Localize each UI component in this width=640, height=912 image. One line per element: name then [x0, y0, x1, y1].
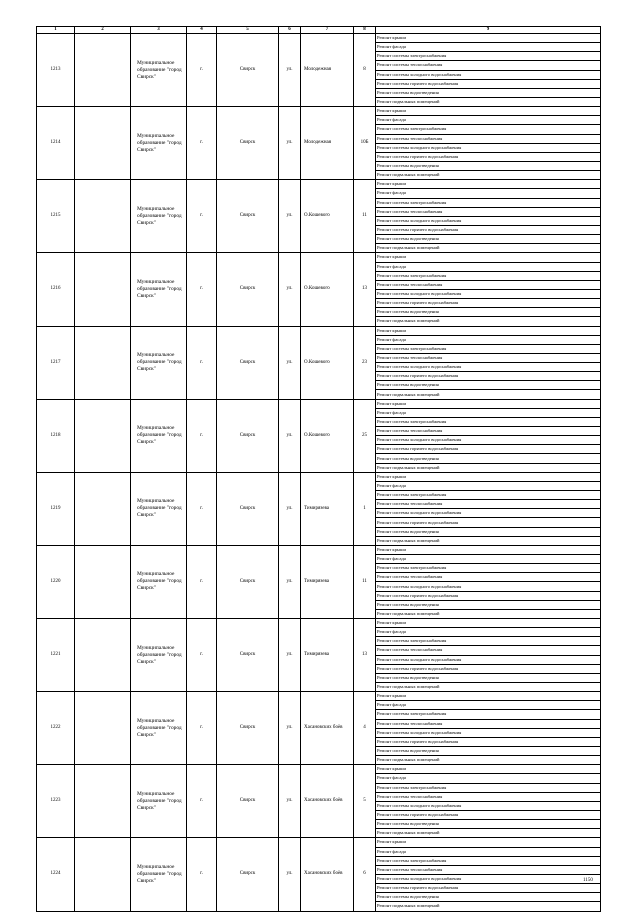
work-type-cell: Ремонт системы водоотведения — [376, 527, 601, 536]
house-cell: 6 — [354, 838, 376, 911]
municipality-cell: Муниципальное образование "город Свирск" — [131, 619, 187, 692]
settlement-type-cell: г. — [187, 472, 217, 545]
work-type-cell: Ремонт системы горячего водоснабжения — [376, 152, 601, 161]
municipality-cell: Муниципальное образование "город Свирск" — [131, 326, 187, 399]
work-type-cell: Ремонт системы электроснабжения — [376, 491, 601, 500]
page-number: 1150 — [583, 878, 593, 883]
city-cell: Свирск — [217, 399, 279, 472]
table-row — [37, 692, 601, 701]
work-type-cell: Ремонт системы электроснабжения — [376, 344, 601, 353]
work-type-cell: Ремонт подвальных помещений — [376, 536, 601, 545]
empty-cell — [75, 545, 131, 618]
city-cell: Свирск — [217, 619, 279, 692]
work-type-cell: Ремонт системы водоотведения — [376, 673, 601, 682]
work-type-cell: Ремонт системы холодного водоснабжения — [376, 216, 601, 225]
settlement-type-cell: г. — [187, 838, 217, 911]
work-type-cell: Ремонт подвальных помещений — [376, 829, 601, 838]
work-type-cell: Ремонт системы водоотведения — [376, 381, 601, 390]
work-type-cell: Ремонт системы холодного водоснабжения — [376, 289, 601, 298]
street-type-cell: ул. — [279, 180, 301, 253]
work-type-cell: Ремонт подвальных помещений — [376, 97, 601, 106]
municipality-cell: Муниципальное образование "город Свирск" — [131, 472, 187, 545]
street-cell: О.Кошевого — [301, 253, 354, 326]
work-type-cell: Ремонт системы водоотведения — [376, 235, 601, 244]
work-type-cell: Ремонт подвальных помещений — [376, 463, 601, 472]
empty-cell — [75, 326, 131, 399]
work-type-cell: Ремонт системы теплоснабжения — [376, 61, 601, 70]
municipality-cell: Муниципальное образование "город Свирск" — [131, 838, 187, 911]
street-type-cell: ул. — [279, 472, 301, 545]
work-type-cell: Ремонт системы электроснабжения — [376, 856, 601, 865]
empty-cell — [75, 472, 131, 545]
work-type-cell: Ремонт системы электроснабжения — [376, 710, 601, 719]
house-cell: 5 — [354, 765, 376, 838]
street-cell: Хасановских боёв — [301, 765, 354, 838]
municipality-cell: Муниципальное образование "город Свирск" — [131, 180, 187, 253]
street-cell: Тимирязева — [301, 545, 354, 618]
work-type-cell: Ремонт системы теплоснабжения — [376, 207, 601, 216]
work-type-cell: Ремонт системы теплоснабжения — [376, 500, 601, 509]
row-number-cell: 1215 — [37, 180, 75, 253]
work-type-cell: Ремонт крыши — [376, 399, 601, 408]
work-type-cell: Ремонт крыши — [376, 545, 601, 554]
work-type-cell: Ремонт системы горячего водоснабжения — [376, 445, 601, 454]
municipality-cell: Муниципальное образование "город Свирск" — [131, 253, 187, 326]
header-cell: 7 — [301, 27, 354, 34]
row-number-cell: 1217 — [37, 326, 75, 399]
work-type-cell: Ремонт системы теплоснабжения — [376, 280, 601, 289]
municipality-cell: Муниципальное образование "город Свирск" — [131, 399, 187, 472]
empty-cell — [75, 180, 131, 253]
table-row — [37, 545, 601, 554]
municipality-cell: Муниципальное образование "город Свирск" — [131, 34, 187, 107]
work-type-cell: Ремонт подвальных помещений — [376, 902, 601, 911]
street-type-cell: ул. — [279, 107, 301, 180]
row-number-cell: 1223 — [37, 765, 75, 838]
empty-cell — [75, 765, 131, 838]
work-type-cell: Ремонт системы теплоснабжения — [376, 573, 601, 582]
work-type-cell: Ремонт фасада — [376, 262, 601, 271]
header-cell: 2 — [75, 27, 131, 34]
work-type-cell: Ремонт фасада — [376, 701, 601, 710]
street-type-cell: ул. — [279, 545, 301, 618]
city-cell: Свирск — [217, 472, 279, 545]
house-cell: 23 — [354, 326, 376, 399]
work-type-cell: Ремонт подвальных помещений — [376, 390, 601, 399]
street-cell: Хасановских боёв — [301, 692, 354, 765]
house-cell: 11 — [354, 180, 376, 253]
street-cell: О.Кошевого — [301, 326, 354, 399]
street-cell: Молодежная — [301, 34, 354, 107]
house-cell: 1 — [354, 472, 376, 545]
street-type-cell: ул. — [279, 326, 301, 399]
street-cell: О.Кошевого — [301, 399, 354, 472]
row-number-cell: 1214 — [37, 107, 75, 180]
settlement-type-cell: г. — [187, 692, 217, 765]
work-type-cell: Ремонт системы теплоснабжения — [376, 865, 601, 874]
work-type-cell: Ремонт системы холодного водоснабжения — [376, 801, 601, 810]
work-type-cell: Ремонт системы электроснабжения — [376, 417, 601, 426]
work-type-cell: Ремонт системы холодного водоснабжения — [376, 509, 601, 518]
table-row — [37, 180, 601, 189]
house-cell: 13 — [354, 253, 376, 326]
work-type-cell: Ремонт системы теплоснабжения — [376, 792, 601, 801]
work-type-cell: Ремонт подвальных помещений — [376, 171, 601, 180]
work-type-cell: Ремонт системы электроснабжения — [376, 564, 601, 573]
work-type-cell: Ремонт системы водоотведения — [376, 308, 601, 317]
work-type-cell: Ремонт системы электроснабжения — [376, 52, 601, 61]
work-type-cell: Ремонт системы холодного водоснабжения — [376, 143, 601, 152]
work-type-cell: Ремонт системы водоотведения — [376, 820, 601, 829]
work-type-cell: Ремонт крыши — [376, 472, 601, 481]
row-number-cell: 1222 — [37, 692, 75, 765]
row-number-cell: 1221 — [37, 619, 75, 692]
work-type-cell: Ремонт подвальных помещений — [376, 756, 601, 765]
table-row — [37, 107, 601, 116]
work-type-cell: Ремонт подвальных помещений — [376, 682, 601, 691]
settlement-type-cell: г. — [187, 34, 217, 107]
work-type-cell: Ремонт системы электроснабжения — [376, 271, 601, 280]
empty-cell — [75, 107, 131, 180]
street-cell: Молодежная — [301, 107, 354, 180]
work-type-cell: Ремонт крыши — [376, 692, 601, 701]
work-type-cell: Ремонт крыши — [376, 838, 601, 847]
work-type-cell: Ремонт системы горячего водоснабжения — [376, 79, 601, 88]
work-type-cell: Ремонт системы горячего водоснабжения — [376, 884, 601, 893]
header-cell: 3 — [131, 27, 187, 34]
city-cell: Свирск — [217, 253, 279, 326]
street-cell: Хасановских боёв — [301, 838, 354, 911]
work-type-cell: Ремонт системы водоотведения — [376, 600, 601, 609]
work-type-cell: Ремонт крыши — [376, 34, 601, 43]
work-type-cell: Ремонт крыши — [376, 326, 601, 335]
work-type-cell: Ремонт фасада — [376, 847, 601, 856]
work-type-cell: Ремонт фасада — [376, 481, 601, 490]
settlement-type-cell: г. — [187, 619, 217, 692]
work-type-cell: Ремонт фасада — [376, 43, 601, 52]
settlement-type-cell: г. — [187, 253, 217, 326]
work-type-cell: Ремонт крыши — [376, 765, 601, 774]
work-type-cell: Ремонт крыши — [376, 180, 601, 189]
work-type-cell: Ремонт системы холодного водоснабжения — [376, 728, 601, 737]
work-type-cell: Ремонт системы теплоснабжения — [376, 719, 601, 728]
work-type-cell: Ремонт системы холодного водоснабжения — [376, 70, 601, 79]
street-type-cell: ул. — [279, 399, 301, 472]
city-cell: Свирск — [217, 765, 279, 838]
work-type-cell: Ремонт системы электроснабжения — [376, 198, 601, 207]
work-type-cell: Ремонт фасада — [376, 408, 601, 417]
city-cell: Свирск — [217, 107, 279, 180]
work-type-cell: Ремонт системы горячего водоснабжения — [376, 737, 601, 746]
work-type-cell: Ремонт фасада — [376, 335, 601, 344]
work-type-cell: Ремонт системы электроснабжения — [376, 125, 601, 134]
empty-cell — [75, 692, 131, 765]
house-cell: 8 — [354, 34, 376, 107]
city-cell: Свирск — [217, 838, 279, 911]
table-row — [37, 765, 601, 774]
street-cell: Тимирязева — [301, 619, 354, 692]
work-type-cell: Ремонт системы холодного водоснабжения — [376, 363, 601, 372]
work-type-cell: Ремонт системы теплоснабжения — [376, 353, 601, 362]
work-type-cell: Ремонт системы холодного водоснабжения — [376, 655, 601, 664]
row-number-cell: 1213 — [37, 34, 75, 107]
work-type-cell: Ремонт системы водоотведения — [376, 161, 601, 170]
empty-cell — [75, 619, 131, 692]
work-type-cell: Ремонт крыши — [376, 253, 601, 262]
header-cell: 4 — [187, 27, 217, 34]
settlement-type-cell: г. — [187, 180, 217, 253]
municipality-cell: Муниципальное образование "город Свирск" — [131, 765, 187, 838]
house-cell: 13 — [354, 619, 376, 692]
row-number-cell: 1216 — [37, 253, 75, 326]
street-type-cell: ул. — [279, 34, 301, 107]
municipality-cell: Муниципальное образование "город Свирск" — [131, 107, 187, 180]
table-row — [37, 838, 601, 847]
work-type-cell: Ремонт системы электроснабжения — [376, 783, 601, 792]
municipality-cell: Муниципальное образование "город Свирск" — [131, 692, 187, 765]
settlement-type-cell: г. — [187, 545, 217, 618]
settlement-type-cell: г. — [187, 107, 217, 180]
repair-program-table — [36, 26, 601, 912]
city-cell: Свирск — [217, 692, 279, 765]
street-cell: О.Кошевого — [301, 180, 354, 253]
house-cell: 25 — [354, 399, 376, 472]
work-type-cell: Ремонт системы теплоснабжения — [376, 427, 601, 436]
table-row — [37, 399, 601, 408]
work-type-cell: Ремонт системы горячего водоснабжения — [376, 664, 601, 673]
municipality-cell: Муниципальное образование "город Свирск" — [131, 545, 187, 618]
header-cell: 9 — [376, 27, 601, 34]
row-number-cell: 1218 — [37, 399, 75, 472]
city-cell: Свирск — [217, 34, 279, 107]
work-type-cell: Ремонт системы водоотведения — [376, 454, 601, 463]
work-type-cell: Ремонт системы горячего водоснабжения — [376, 372, 601, 381]
work-type-cell: Ремонт системы теплоснабжения — [376, 134, 601, 143]
street-type-cell: ул. — [279, 765, 301, 838]
table-row — [37, 619, 601, 628]
work-type-cell: Ремонт крыши — [376, 107, 601, 116]
header-row — [37, 27, 601, 34]
house-cell: 11 — [354, 545, 376, 618]
row-number-cell: 1224 — [37, 838, 75, 911]
work-type-cell: Ремонт системы электроснабжения — [376, 637, 601, 646]
work-type-cell: Ремонт фасада — [376, 116, 601, 125]
work-type-cell: Ремонт системы горячего водоснабжения — [376, 225, 601, 234]
work-type-cell: Ремонт системы холодного водоснабжения — [376, 582, 601, 591]
header-cell: 8 — [354, 27, 376, 34]
work-type-cell: Ремонт подвальных помещений — [376, 317, 601, 326]
table-row — [37, 34, 601, 43]
street-type-cell: ул. — [279, 253, 301, 326]
header-cell: 5 — [217, 27, 279, 34]
work-type-cell: Ремонт системы водоотведения — [376, 893, 601, 902]
street-type-cell: ул. — [279, 692, 301, 765]
work-type-cell: Ремонт фасада — [376, 774, 601, 783]
header-cell: 6 — [279, 27, 301, 34]
city-cell: Свирск — [217, 180, 279, 253]
settlement-type-cell: г. — [187, 326, 217, 399]
work-type-cell: Ремонт фасада — [376, 189, 601, 198]
empty-cell — [75, 253, 131, 326]
settlement-type-cell: г. — [187, 765, 217, 838]
house-cell: 10Б — [354, 107, 376, 180]
work-type-cell: Ремонт системы горячего водоснабжения — [376, 591, 601, 600]
empty-cell — [75, 399, 131, 472]
empty-cell — [75, 838, 131, 911]
work-type-cell: Ремонт системы теплоснабжения — [376, 646, 601, 655]
street-cell: Тимирязева — [301, 472, 354, 545]
work-type-cell: Ремонт подвальных помещений — [376, 609, 601, 618]
work-type-cell: Ремонт системы горячего водоснабжения — [376, 810, 601, 819]
table-row — [37, 253, 601, 262]
work-type-cell: Ремонт фасада — [376, 555, 601, 564]
work-type-cell: Ремонт системы водоотведения — [376, 746, 601, 755]
row-number-cell: 1219 — [37, 472, 75, 545]
work-type-cell: Ремонт подвальных помещений — [376, 244, 601, 253]
work-type-cell: Ремонт системы холодного водоснабжения — [376, 874, 601, 883]
street-type-cell: ул. — [279, 619, 301, 692]
row-number-cell: 1220 — [37, 545, 75, 618]
work-type-cell: Ремонт системы горячего водоснабжения — [376, 518, 601, 527]
settlement-type-cell: г. — [187, 399, 217, 472]
table-row — [37, 326, 601, 335]
house-cell: 4 — [354, 692, 376, 765]
work-type-cell: Ремонт системы горячего водоснабжения — [376, 299, 601, 308]
work-type-cell: Ремонт системы холодного водоснабжения — [376, 436, 601, 445]
table-row — [37, 472, 601, 481]
header-cell: 1 — [37, 27, 75, 34]
work-type-cell: Ремонт системы водоотведения — [376, 88, 601, 97]
work-type-cell: Ремонт крыши — [376, 619, 601, 628]
street-type-cell: ул. — [279, 838, 301, 911]
work-type-cell: Ремонт фасада — [376, 628, 601, 637]
empty-cell — [75, 34, 131, 107]
city-cell: Свирск — [217, 545, 279, 618]
city-cell: Свирск — [217, 326, 279, 399]
